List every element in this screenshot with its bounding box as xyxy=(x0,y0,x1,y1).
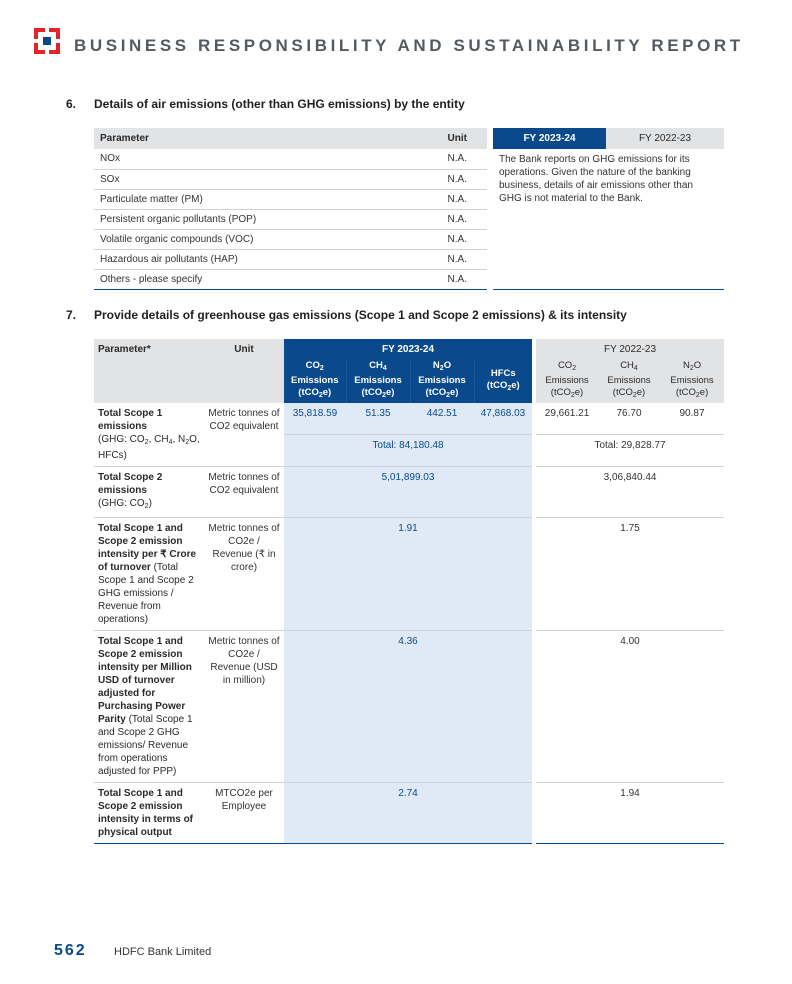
unit-cell: Metric tonnes of CO2e / Revenue (₹ in crore) xyxy=(204,518,284,631)
col-unit: Unit xyxy=(392,128,490,149)
ghg-emissions-table xyxy=(94,339,724,844)
section-7-number: 7. xyxy=(66,308,77,322)
value-cell: 29,661.21 xyxy=(534,403,598,434)
parameter-cell: Total Scope 2 emissions (GHG: $CO_2$) xyxy=(94,467,204,518)
table-row xyxy=(94,467,724,518)
page-number: 562 xyxy=(54,942,87,959)
value-cell: 35,818.59 xyxy=(284,403,346,434)
value-cell: 4.00 xyxy=(534,631,724,783)
value-cell: 76.70 xyxy=(598,403,660,434)
parameter-cell: Hazardous air pollutants (HAP) xyxy=(94,249,392,269)
page-header xyxy=(34,28,744,64)
table-row xyxy=(94,149,724,169)
air-emissions-note: The Bank reports on GHG emissions for its operations. Given the nature of the banking business, details of air emissions other than GHG is not material to the Bank. xyxy=(490,149,724,289)
value-cell: 1.94 xyxy=(534,783,724,844)
unit-cell: MTCO2e per Employee xyxy=(204,783,284,844)
unit-cell: N.A. xyxy=(392,269,490,289)
section-7-title: Provide details of greenhouse gas emissions (Scope 1 and Scope 2 emissions) & its intensity xyxy=(94,308,627,322)
parameter-cell: NOx xyxy=(94,149,392,169)
table-row xyxy=(94,631,724,783)
col-fy-previous: FY 2022-23 xyxy=(606,128,724,149)
unit-cell: N.A. xyxy=(392,149,490,169)
parameter-cell: Volatile organic compounds (VOC) xyxy=(94,229,392,249)
col-parameter: Parameter* xyxy=(94,339,204,403)
value-cell: 90.87 xyxy=(660,403,724,434)
unit-cell: N.A. xyxy=(392,209,490,229)
hdfc-logo-icon xyxy=(34,28,60,54)
value-cell: 4.36 xyxy=(284,631,534,783)
value-cell: 442.51 xyxy=(410,403,474,434)
total-cell: Total: 29,828.77 xyxy=(534,434,724,466)
unit-cell: N.A. xyxy=(392,229,490,249)
col-ch4-previous: $CH_4$ Emissions (tCO$_2$e) xyxy=(598,359,660,403)
value-cell: 2.74 xyxy=(284,783,534,844)
parameter-cell: Total Scope 1 emissions (GHG: $CO_2$, $CH_4$, $N_2O$, HFCs) xyxy=(94,403,204,467)
unit-cell: N.A. xyxy=(392,249,490,269)
parameter-cell: Particulate matter (PM) xyxy=(94,189,392,209)
air-emissions-table xyxy=(94,128,724,290)
col-parameter: Parameter xyxy=(94,128,392,149)
parameter-cell: Total Scope 1 and Scope 2 emission intensity per ₹ Crore of turnover (Total Scope 1 and Scope 2 GHG emissions / Revenue from operations) xyxy=(94,518,204,631)
unit-cell: N.A. xyxy=(392,189,490,209)
parameter-cell: Others - please specify xyxy=(94,269,392,289)
value-cell: 1.75 xyxy=(534,518,724,631)
col-n2o-previous: $N_2O$ Emissions (tCO$_2$e) xyxy=(660,359,724,403)
total-cell: Total: 84,180.48 xyxy=(284,434,534,466)
section-6-number: 6. xyxy=(66,97,77,111)
col-co2-previous: $CO_2$ Emissions (tCO$_2$e) xyxy=(534,359,598,403)
company-name: HDFC Bank Limited xyxy=(114,946,212,958)
unit-cell: N.A. xyxy=(392,169,490,189)
parameter-cell: Total Scope 1 and Scope 2 emission intensity in terms of physical output xyxy=(94,783,204,844)
col-unit: Unit xyxy=(204,339,284,403)
col-co2-current: $CO_2$ Emissions (tCO$_2$e) xyxy=(284,359,346,403)
unit-cell: Metric tonnes of CO2 equivalent xyxy=(204,403,284,467)
table-row xyxy=(94,403,724,434)
value-cell: 5,01,899.03 xyxy=(284,467,534,518)
value-cell: 3,06,840.44 xyxy=(534,467,724,518)
parameter-cell: SOx xyxy=(94,169,392,189)
report-title: BUSINESS RESPONSIBILITY AND SUSTAINABILITY REPORT xyxy=(74,36,744,55)
col-ch4-current: $CH_4$ Emissions (tCO$_2$e) xyxy=(346,359,410,403)
unit-cell: Metric tonnes of CO2e / Revenue (USD in million) xyxy=(204,631,284,783)
value-cell: 1.91 xyxy=(284,518,534,631)
parameter-cell: Persistent organic pollutants (POP) xyxy=(94,209,392,229)
unit-cell: Metric tonnes of CO2 equivalent xyxy=(204,467,284,518)
col-fy-current: FY 2023-24 xyxy=(284,339,534,359)
table-row xyxy=(94,783,724,844)
col-fy-current: FY 2023-24 xyxy=(490,128,606,149)
col-hfcs-current: HFCs (tCO$_2$e) xyxy=(474,359,534,403)
parameter-cell: Total Scope 1 and Scope 2 emission intensity per Million USD of turnover adjusted for Purchasing Power Parity (Total Scope 1 and Scope 2 GHG emissions/ Revenue from operations adjusted for PPP) xyxy=(94,631,204,783)
col-fy-previous: FY 2022-23 xyxy=(534,339,724,359)
value-cell: 51.35 xyxy=(346,403,410,434)
section-6-title: Details of air emissions (other than GHG emissions) by the entity xyxy=(94,97,465,111)
value-cell: 47,868.03 xyxy=(474,403,534,434)
col-n2o-current: $N_2O$ Emissions (tCO$_2$e) xyxy=(410,359,474,403)
table-row xyxy=(94,518,724,631)
